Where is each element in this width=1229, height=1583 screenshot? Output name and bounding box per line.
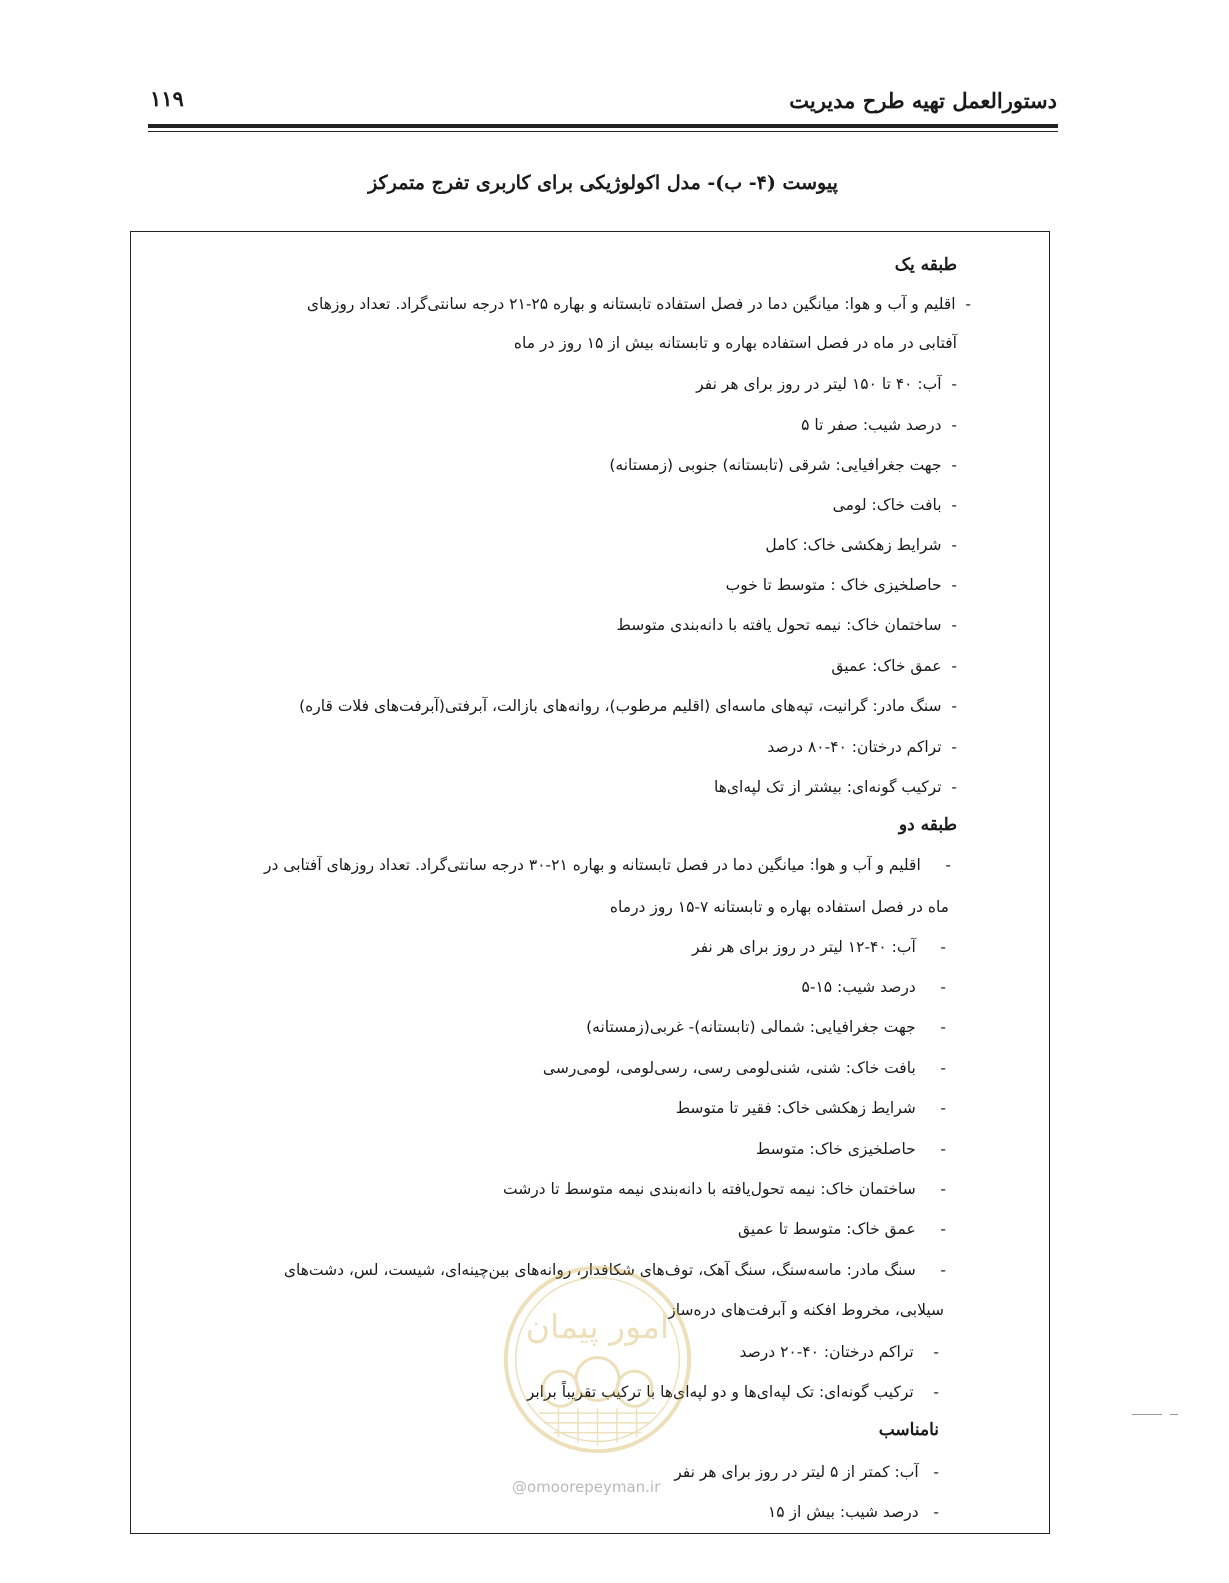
bullet-dash: -	[951, 576, 957, 594]
item-text: ترکیب گونه‌ای: تک لپه‌ای‌ها و دو لپه‌ای‌ها با ترکیب تقریباً برابر	[526, 1383, 914, 1401]
list-item	[609, 455, 957, 475]
bullet-dash: -	[933, 1463, 939, 1481]
item-text: تراکم درختان: ۴۰-۸۰ درصد	[767, 738, 942, 756]
bullet-dash: -	[951, 697, 957, 715]
item-text: ساختمان خاک: نیمه تحول یافته با دانه‌بندی متوسط	[616, 616, 942, 634]
list-item	[802, 977, 946, 997]
running-header-title: دستورالعمل تهیه طرح مدیریت	[789, 88, 1057, 113]
class-2-climate-line-cont: ماه در فصل استفاده بهاره و تابستانه ۷-۱۵ روز درماه	[609, 898, 949, 916]
list-item	[674, 1462, 939, 1482]
list-item	[696, 374, 957, 394]
class-1-climate-line-cont: آفتابی در ماه در فصل استفاده بهاره و تابستانه بیش از ۱۵ روز در ماه	[513, 334, 957, 352]
list-item	[739, 1342, 939, 1362]
page-number: ۱۱۹	[150, 86, 184, 111]
item-text: تراکم درختان: ۴۰-۲۰ درصد	[739, 1343, 914, 1361]
bullet-dash: -	[933, 1503, 939, 1521]
list-item	[726, 575, 957, 595]
list-item	[676, 1098, 946, 1118]
class-1-heading: طبقه یک	[894, 255, 957, 275]
class-2-heading: طبقه دو	[898, 815, 957, 835]
item-text: عمق خاک: عمیق	[831, 657, 942, 675]
list-item	[801, 415, 957, 435]
climate-text: اقلیم و آب و هوا: میانگین دما در فصل استفاده تابستانه و بهاره ۲۵-۲۱ درجه سانتی‌گراد. تعداد روزهای	[306, 295, 956, 313]
bullet-dash: -	[940, 978, 946, 996]
list-item	[767, 737, 957, 757]
item-text: شرایط زهکشی خاک: کامل	[765, 536, 942, 554]
list-item	[833, 495, 957, 515]
item-text: درصد شیب: بیش از ۱۵	[767, 1503, 919, 1521]
item-text: حاصلخیزی خاک: متوسط	[755, 1140, 916, 1158]
list-item	[765, 535, 957, 555]
scan-artifact	[1132, 1414, 1162, 1415]
item-text: عمق خاک: متوسط تا عمیق	[737, 1220, 916, 1238]
bullet-dash: -	[951, 496, 957, 514]
item-text: بافت خاک: شنی، شنی‌لومی رسی، رسی‌لومی، لومی‌رسی	[542, 1059, 916, 1077]
appendix-title: پیوست (۴- ب)- مدل اکولوژیکی برای کاربری تفرج متمرکز	[368, 172, 838, 194]
list-item	[543, 1058, 946, 1078]
bullet-dash: -	[933, 1343, 939, 1361]
bullet-dash: -	[951, 738, 957, 756]
bullet-dash: -	[940, 1099, 946, 1117]
watermark-url-text: omoorepeyman.ir	[527, 1478, 661, 1496]
header-rule-thick	[148, 124, 1058, 128]
list-item	[756, 1139, 946, 1159]
item-text: آب: ۴۰-۱۲ لیتر در روز برای هر نفر	[692, 938, 916, 956]
item-text: درصد شیب: صفر تا ۵	[801, 416, 942, 434]
item-text: جهت جغرافیایی: شمالی (تابستانه)- غربی(زمستانه)	[586, 1018, 916, 1036]
bullet-dash: -	[951, 616, 957, 634]
list-item	[768, 1502, 939, 1522]
bullet-dash: -	[945, 856, 951, 874]
list-item	[831, 656, 957, 676]
item-text: ترکیب گونه‌ای: بیشتر از تک لپه‌ای‌ها	[714, 778, 942, 796]
item-text: سنگ مادر: گرانیت، تپه‌های ماسه‌ای (اقلیم مرطوب)، روانه‌های بازالت، آبرفتی(آبرفت‌های فلات قاره)	[299, 697, 942, 715]
bullet-dash: -	[940, 1059, 946, 1077]
item-text: جهت جغرافیایی: شرقی (تابستانه) جنوبی (زمستانه)	[609, 456, 942, 474]
unsuitable-heading: نامناسب	[878, 1420, 939, 1440]
bullet-dash: -	[940, 1261, 946, 1279]
list-item	[692, 937, 946, 957]
bullet-dash: -	[933, 1383, 939, 1401]
class-2-bedrock-line	[284, 1260, 946, 1280]
bullet-dash: -	[951, 778, 957, 796]
bullet-dash: -	[951, 657, 957, 675]
bullet-dash: -	[951, 456, 957, 474]
item-text: آب: کمتر از ۵ لیتر در روز برای هر نفر	[674, 1463, 919, 1481]
list-item	[299, 696, 957, 716]
bullet-dash: -	[940, 1180, 946, 1198]
bullet-dash: -	[965, 295, 971, 313]
class-2-climate-line	[264, 855, 951, 875]
item-text: بافت خاک: لومی	[832, 496, 942, 514]
item-text: درصد شیب: ۱۵-۵	[801, 978, 916, 996]
item-text: آب: ۴۰ تا ۱۵۰ لیتر در روز برای هر نفر	[696, 375, 942, 393]
list-item	[738, 1219, 946, 1239]
bullet-dash: -	[951, 536, 957, 554]
class-1-climate-line	[307, 294, 971, 314]
bullet-dash: -	[951, 375, 957, 393]
bullet-dash: -	[951, 416, 957, 434]
class-2-bedrock-line-cont: سیلابی، مخروط افکنه و آبرفت‌های دره‌ساز	[668, 1301, 944, 1319]
climate-text: اقلیم و آب و هوا: میانگین دما در فصل تابستانه و بهاره ۲۱-۳۰ درجه سانتی‌گراد. تعداد روزهای آفتابی در	[263, 856, 921, 874]
list-item	[617, 615, 957, 635]
list-item	[714, 777, 957, 797]
scan-artifact	[1170, 1414, 1178, 1415]
bedrock-text: سنگ مادر: ماسه‌سنگ، سنگ آهک، توف‌های شکافدار، روانه‌های بین‌چینه‌ای، شیست، لس، دشت‌های	[283, 1261, 916, 1279]
item-text: ساختمان خاک: نیمه تحول‌یافته با دانه‌بندی نیمه متوسط تا درشت	[502, 1180, 916, 1198]
item-text: شرایط زهکشی خاک: فقیر تا متوسط	[675, 1099, 916, 1117]
bullet-dash: -	[940, 1140, 946, 1158]
bullet-dash: -	[940, 938, 946, 956]
list-item	[503, 1179, 946, 1199]
svg-text:امور پیمان: امور پیمان	[525, 1307, 670, 1347]
watermark-url: @omoorepeyman.ir	[512, 1478, 661, 1496]
bullet-dash: -	[940, 1018, 946, 1036]
list-item	[586, 1017, 946, 1037]
bullet-dash: -	[940, 1220, 946, 1238]
header-rule-thin	[148, 131, 1058, 132]
item-text: حاصلخیزی خاک : متوسط تا خوب	[725, 576, 942, 594]
list-item	[527, 1382, 939, 1402]
